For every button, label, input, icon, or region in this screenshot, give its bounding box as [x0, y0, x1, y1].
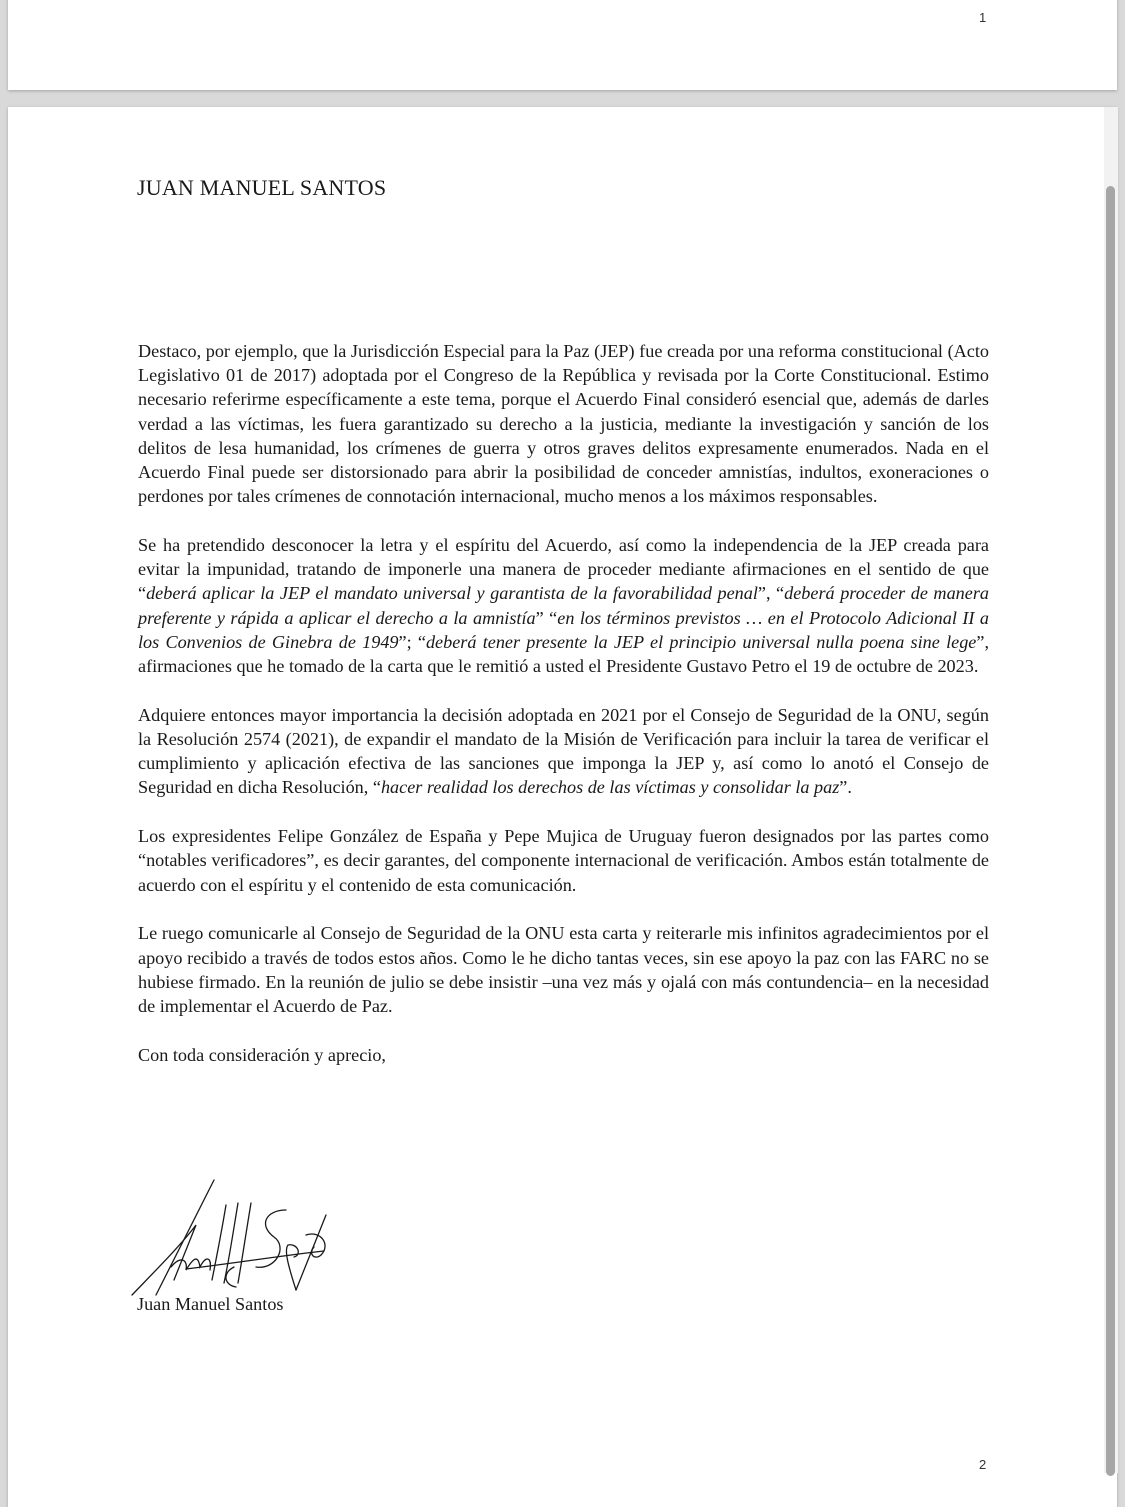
- closing-line: Con toda consideración y aprecio,: [138, 1044, 386, 1065]
- text-segment: ”, “: [757, 583, 785, 604]
- page-2: [8, 107, 1117, 1507]
- paragraph-3: [138, 703, 989, 800]
- page-number: 2: [979, 1457, 987, 1472]
- text-segment: ”, afirmaciones que he tomado de la carta que le remitió a usted el Presidente Gustavo Petro el 19 de octubre de 2023.: [138, 631, 989, 677]
- handwritten-signature-icon: [126, 1175, 346, 1300]
- quote-segment: en los términos previstos … en el Protocolo Adicional II a los Convenios de Ginebra de 1949: [138, 607, 989, 652]
- quote-segment: deberá tener presente la JEP el principio universal nulla poena sine lege: [425, 631, 977, 652]
- text-segment: Se ha pretendido desconocer la letra y el espíritu del Acuerdo, así como la independencia de la JEP creada para evitar la impunidad, tratando de imponerle una manera de proceder mediante afirmaciones en el sentido de que “: [138, 535, 989, 604]
- page-number: 1: [979, 10, 987, 25]
- paragraph-4: [138, 824, 989, 897]
- quote-segment: hacer realidad los derechos de las víctimas y consolidar la paz: [380, 777, 840, 798]
- letter-body: [138, 339, 989, 1092]
- text-segment: Los expresidentes Felipe González de España y Pepe Mujica de Uruguay fueron designados por las partes como “notables verificadores”, es decir garantes, del componente internacional de verificación. Ambos están totalmente de acuerdo con el espíritu y el contenido de esta comunicación.: [138, 826, 989, 895]
- letterhead-name: JUAN MANUEL SANTOS: [137, 175, 387, 200]
- paragraph-2: [138, 533, 989, 678]
- page-1: [8, 0, 1117, 90]
- text-segment: Destaco, por ejemplo, que la Jurisdicción Especial para la Paz (JEP) fue creada por una reforma constitucional (Acto Legislativo 01 de 2017) adoptada por el Congreso de la República y revisada por la Corte Constitucional. Estimo necesario referirme específicamente a este tema, porque el Acuerdo Final consideró esencial que, además de darles verdad a las víctimas, les fuera garantizado su derecho a la justicia, mediante la investigación y sanción de los delitos de lesa humanidad, los crímenes de guerra y otros graves delitos expresamente enumerados. Nada en el Acuerdo Final puede ser distorsionado para abrir la posibilidad de conceder amnistías, indultos, exoneraciones o perdones por tales crímenes de connotación internacional, mucho menos a los máximos responsables.: [138, 341, 989, 507]
- signer-name: Juan Manuel Santos: [137, 1294, 284, 1314]
- quote-segment: deberá proceder de manera preferente y rápida a aplicar el derecho a la amnistía: [138, 583, 990, 628]
- text-segment: ”; “: [398, 631, 426, 652]
- text-segment: Le ruego comunicarle al Consejo de Seguridad de la ONU esta carta y reiterarle mis infinitos agradecimientos por el apoyo recibido a través de todos estos años. Como le he dicho tantas veces, sin ese apoyo la paz con las FARC no se hubiese firmado. En la reunión de julio se debe insistir –una vez más y ojalá con más contundencia– en la necesidad de implementar el Acuerdo de Paz.: [138, 923, 989, 1017]
- scrollbar-thumb[interactable]: [1106, 186, 1115, 1476]
- quote-segment: deberá aplicar la JEP el mandato universal y garantista de la favorabilidad penal: [146, 583, 758, 604]
- text-segment: Adquiere entonces mayor importancia la decisión adoptada en 2021 por el Consejo de Seguridad de la ONU, según la Resolución 2574 (2021), de expandir el mandato de la Misión de Verificación para incluir la tarea de verificar el cumplimiento y aplicación efectiva de las sanciones que imponga la JEP y, así como lo anotó el Consejo de Seguridad en dicha Resolución, “: [138, 704, 989, 798]
- paragraph-5: [138, 921, 989, 1018]
- paragraph-1: [138, 339, 989, 508]
- text-segment: ” “: [535, 607, 558, 628]
- text-segment: ”.: [839, 777, 852, 798]
